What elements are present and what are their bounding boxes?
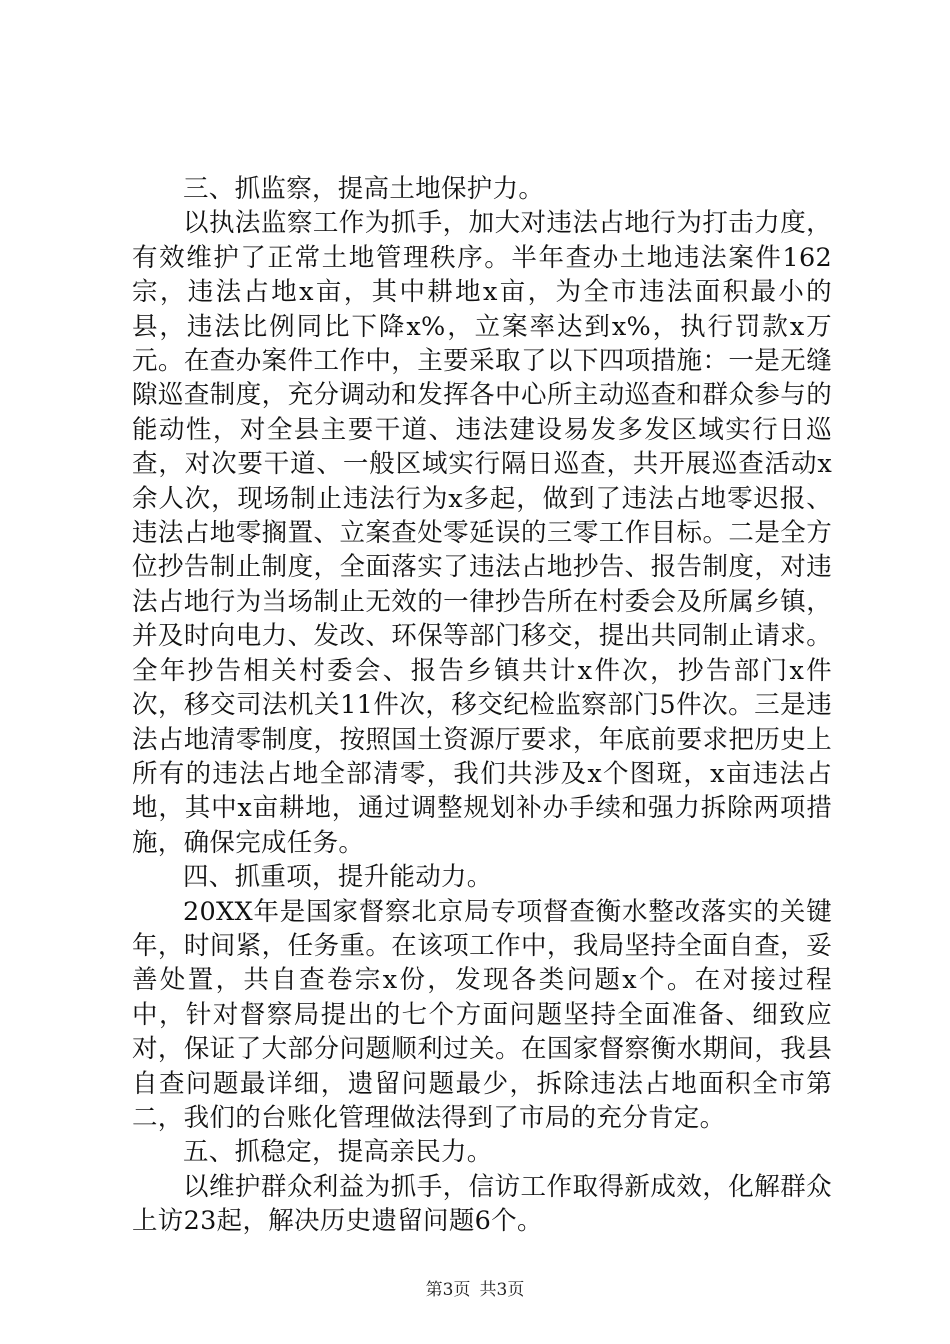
section-heading-stability: 五、抓稳定，提高亲民力。 bbox=[183, 1137, 493, 1168]
paragraph-key-projects: 20XX年是国家督察北京局专项督查衡水整改落实的关键年，时间紧，任务重。在该项工作中，我局坚持全面自查，妥善处置，共自查卷宗x份，发现各类问题x个。在对接过程中，针对督察局提出的七个方面问题坚持全面准备、细致应对，保证了大部分问题顺利过关。在国家督察衡水期间，我县自查问题最详细，遗留问题最少，拆除违法占地面积全市第二，我们的台账化管理做法得到了市局的充分肯定。 bbox=[132, 896, 832, 1133]
document-body bbox=[132, 172, 832, 1239]
section-heading-key-projects: 四、抓重项，提升能动力。 bbox=[183, 862, 493, 893]
page-number: 第3页 bbox=[425, 1280, 471, 1300]
page-total: 共3页 bbox=[479, 1280, 525, 1300]
paragraph-supervision: 以执法监察工作为抓手，加大对违法占地行为打击力度，有效维护了正常土地管理秩序。半年查办土地违法案件162宗，违法占地x亩，其中耕地x亩，为全市违法面积最小的县，违法比例同比下降x%，立案率达到x%，执行罚款x万元。在查办案件工作中，主要采取了以下四项措施：一是无缝隙巡查制度，充分调动和发挥各中心所主动巡查和群众参与的能动性，对全县主要干道、违法建设易发多发区域实行日巡查，对次要干道、一般区域实行隔日巡查，共开展巡查活动x余人次，现场制止违法行为x多起，做到了违法占地零迟报、违法占地零搁置、立案查处零延误的三零工作目标。二是全方位抄告制止制度，全面落实了违法占地抄告、报告制度，对违法占地行为当场制止无效的一律抄告所在村委会及所属乡镇，并及时向电力、发改、环保等部门移交，提出共同制止请求。全年抄告相关村委会、报告乡镇共计x件次，抄告部门x件次，移交司法机关11件次，移交纪检监察部门5件次。三是违法占地清零制度，按照国土资源厅要求，年底前要求把历史上所有的违法占地全部清零，我们共涉及x个图斑，x亩违法占地，其中x亩耕地，通过调整规划补办手续和强力拆除两项措施，确保完成任务。 bbox=[132, 208, 832, 858]
section-heading-supervision: 三、抓监察，提高土地保护力。 bbox=[183, 174, 545, 204]
page-footer bbox=[0, 1279, 950, 1301]
paragraph-stability: 以维护群众利益为抓手，信访工作取得新成效，化解群众上访23起，解决历史遗留问题6个。 bbox=[132, 1171, 832, 1237]
